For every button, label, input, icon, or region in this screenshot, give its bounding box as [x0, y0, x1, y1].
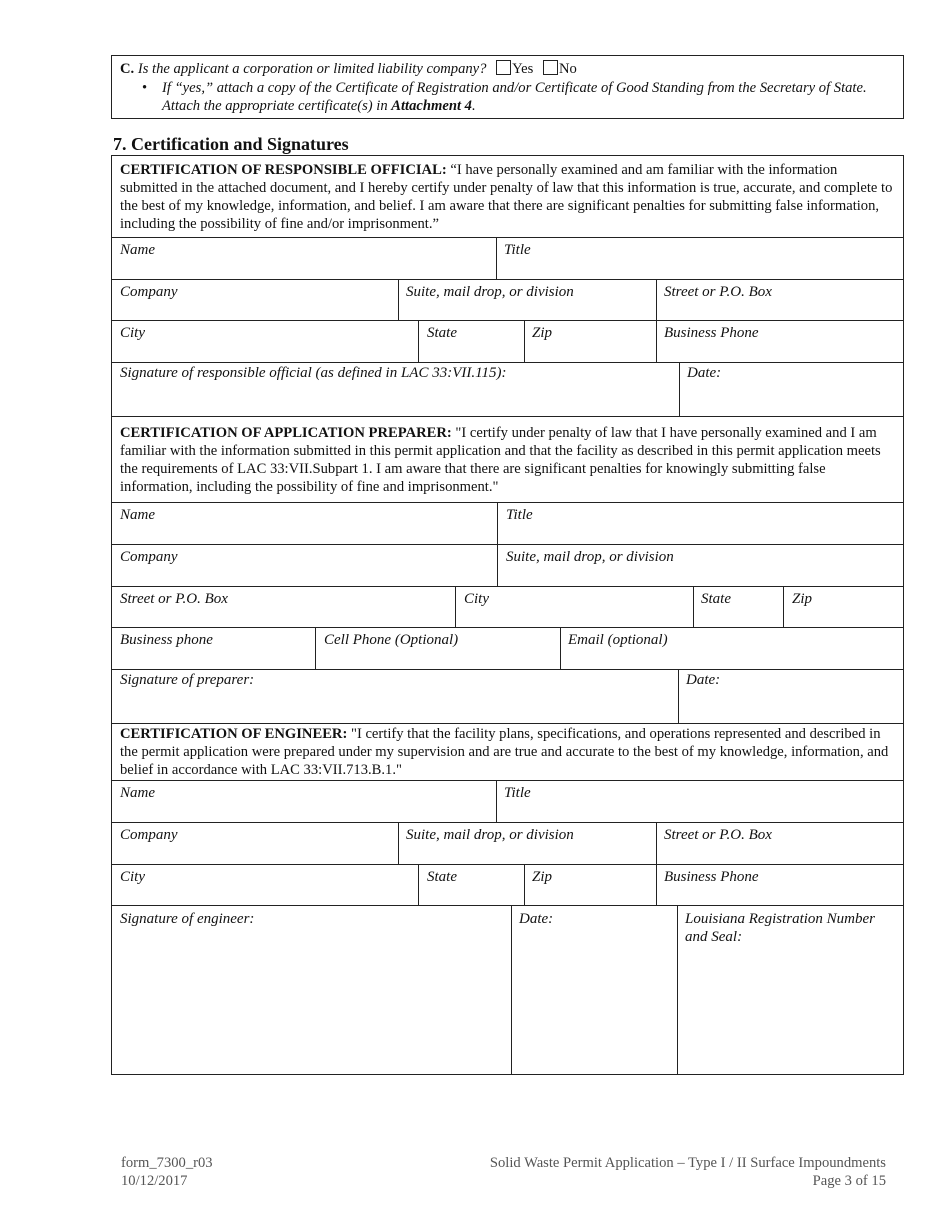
no-label: No	[559, 61, 577, 77]
no-checkbox[interactable]	[543, 60, 558, 75]
eng-zip-field[interactable]: Zip	[532, 869, 553, 885]
engineer-statement	[120, 725, 896, 779]
engineer-text: "I certify that the facility plans, specifications, and operations represented and described in the permit application were prepared under my supervision and are true and accurate to the best of my knowledge, information, and belief in accordance with LAC 33:VII.713.B.1."	[120, 726, 889, 778]
bullet-text: If “yes,” attach a copy of the Certificate of Registration and/or Certificate of Good Standing from the Secretary of State. Attach the appropriate certificate(s) in	[162, 80, 867, 114]
prep-phone-field[interactable]: Business phone	[120, 632, 213, 648]
prep-city-field[interactable]: City	[464, 591, 489, 607]
eng-suite-field[interactable]: Suite, mail drop, or division	[406, 827, 574, 843]
prep-email-field[interactable]: Email (optional)	[568, 632, 668, 648]
footer-doc-title: Solid Waste Permit Application – Type I / II Surface Impoundments	[489, 1155, 886, 1171]
prep-state-field[interactable]: State	[701, 591, 731, 607]
preparer-title: CERTIFICATION OF APPLICATION PREPARER:	[120, 425, 452, 441]
eng-title-field[interactable]: Title	[504, 785, 531, 801]
prep-zip-field[interactable]: Zip	[792, 591, 813, 607]
prep-company-field[interactable]: Company	[120, 549, 178, 565]
yes-label: Yes	[512, 61, 534, 77]
prep-name-field[interactable]: Name	[120, 507, 155, 523]
ro-date-field[interactable]: Date:	[687, 365, 722, 381]
eng-signature-field[interactable]: Signature of engineer:	[120, 911, 255, 927]
eng-phone-field[interactable]: Business Phone	[664, 869, 759, 885]
eng-seal-field[interactable]: Louisiana Registration Number and Seal:	[685, 911, 876, 945]
eng-name-field[interactable]: Name	[120, 785, 155, 801]
eng-street-field[interactable]: Street or P.O. Box	[664, 827, 772, 843]
ro-state-field[interactable]: State	[427, 325, 457, 341]
eng-state-field[interactable]: State	[427, 869, 457, 885]
ro-city-field[interactable]: City	[120, 325, 145, 341]
preparer-text: "I certify under penalty of law that I have personally examined and I am familiar with the information submitted in this permit application and that the facility as described in this permit application meets the requirements of LAC 33:VII.Subpart 1. I am aware that there are significant penalties for knowingly submitting false information, including the possibility of fine and imprisonment."	[120, 425, 881, 495]
responsible-official-statement	[120, 161, 896, 233]
section-c-bullet-marker: •	[142, 80, 148, 96]
prep-title-field[interactable]: Title	[506, 507, 533, 523]
section-c-bullet	[162, 79, 882, 115]
corporation-question: Is the applicant a corporation or limited liability company?	[137, 61, 487, 77]
eng-date-field[interactable]: Date:	[519, 911, 554, 927]
ro-company-field[interactable]: Company	[120, 284, 178, 300]
section-7-heading: 7. Certification and Signatures	[113, 134, 349, 154]
yes-checkbox[interactable]	[496, 60, 511, 75]
section-c-letter: C.	[120, 61, 135, 77]
ro-street-field[interactable]: Street or P.O. Box	[664, 284, 772, 300]
attachment-ref: Attachment 4	[391, 98, 472, 114]
bullet-end: .	[471, 98, 476, 114]
responsible-official-text: “I have personally examined and am familiar with the information submitted in the attached document, and I hereby certify under penalty of law that this information is true, accurate, and complete to the best of my knowledge, information, and belief. I am aware that there are significant penalties for submitting false information, including the possibility of fine and/or imprisonment.”	[120, 162, 893, 232]
prep-street-field[interactable]: Street or P.O. Box	[120, 591, 228, 607]
prep-date-field[interactable]: Date:	[686, 672, 721, 688]
engineer-title: CERTIFICATION OF ENGINEER:	[120, 726, 348, 742]
ro-zip-field[interactable]: Zip	[532, 325, 553, 341]
ro-name-field[interactable]: Name	[120, 242, 155, 258]
footer-date: 10/12/2017	[121, 1173, 188, 1189]
eng-city-field[interactable]: City	[120, 869, 145, 885]
ro-signature-field[interactable]: Signature of responsible official (as defined in LAC 33:VII.115):	[120, 365, 507, 381]
footer-form-id: form_7300_r03	[121, 1155, 213, 1171]
section-c-question	[120, 60, 900, 78]
preparer-statement	[120, 424, 896, 496]
footer-page-number: Page 3 of 15	[812, 1173, 886, 1189]
prep-suite-field[interactable]: Suite, mail drop, or division	[506, 549, 674, 565]
ro-suite-field[interactable]: Suite, mail drop, or division	[406, 284, 574, 300]
ro-title-field[interactable]: Title	[504, 242, 531, 258]
eng-company-field[interactable]: Company	[120, 827, 178, 843]
prep-signature-field[interactable]: Signature of preparer:	[120, 672, 255, 688]
ro-phone-field[interactable]: Business Phone	[664, 325, 759, 341]
prep-cell-field[interactable]: Cell Phone (Optional)	[324, 632, 459, 648]
responsible-official-title: CERTIFICATION OF RESPONSIBLE OFFICIAL:	[120, 162, 447, 178]
